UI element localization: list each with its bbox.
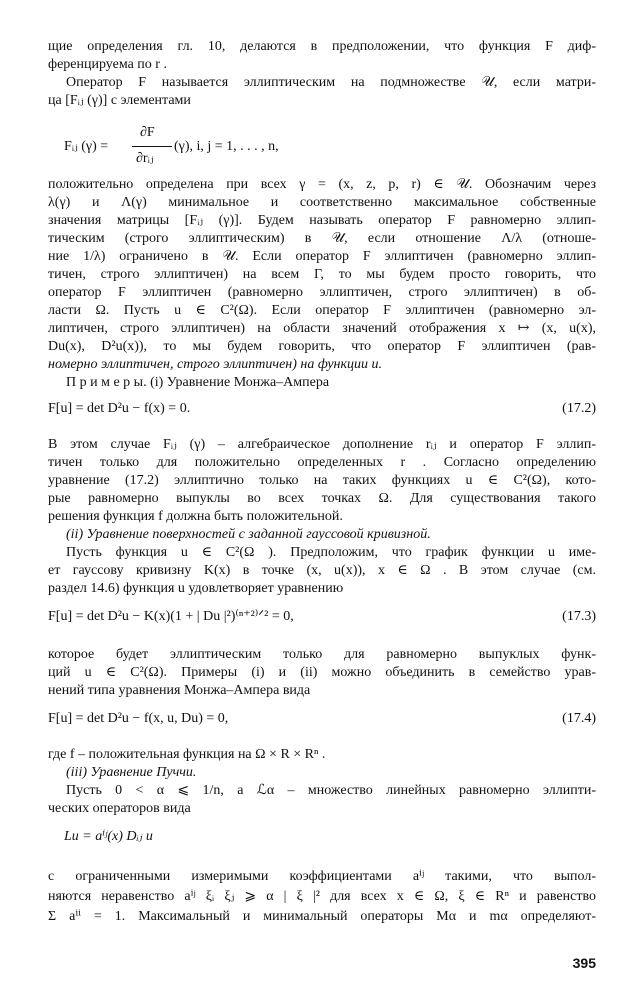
text-line: щие определения гл. 10, делаются в предположении, что функция F диф- (48, 39, 596, 54)
equation-17-2: F[u] = det D²u − f(x) = 0. (48, 401, 191, 416)
equation-number: (17.4) (562, 711, 596, 726)
equation-number: (17.3) (562, 609, 596, 624)
page-number: 395 (572, 955, 596, 971)
fraction-bar (132, 146, 172, 147)
text-line: оператор F эллиптичен (равномерно эллиптичен, строго эллиптичен) в об- (48, 285, 596, 300)
equation-17-4: F[u] = det D²u − f(x, u, Du) = 0, (48, 711, 229, 726)
examples-heading: П р и м е р ы. (i) Уравнение Монжа–Ампера (66, 375, 330, 390)
text-line: няются неравенство aⁱʲ ξᵢ ξⱼ ⩾ α | ξ |² для всех x ∈ Ω, ξ ∈ Rⁿ и равенство (48, 889, 596, 904)
text-line: тическим (строго эллиптическим) в 𝒰, если отношение Λ/λ (отноше- (48, 231, 596, 246)
text-line: где f – положительная функция на Ω × R × Rⁿ . (48, 747, 326, 762)
text-line: Σ aⁱⁱ = 1. Максимальный и минимальный операторы Mα и mα определяют- (48, 909, 596, 924)
text-line: тичен только для положительно определенных r . Согласно определению (48, 455, 596, 470)
section-heading: (ii) Уравнение поверхностей с заданной гауссовой кривизной. (66, 527, 431, 542)
text-line: ца [Fᵢⱼ (γ)] с элементами (48, 93, 191, 108)
text-line: ческих операторов вида (48, 801, 191, 816)
text-line: Пусть 0 < α ⩽ 1/n, а ℒα – множество линейных равномерно эллипти- (66, 783, 596, 798)
text-line: рые равномерно выпуклы во всех точках Ω. Для существования такого (48, 491, 596, 506)
text-line: номерно эллиптичен, строго эллиптичен) на функции u. (48, 357, 383, 372)
text-line: раздел 14.6) функция u удовлетворяет уравнению (48, 581, 344, 596)
text-line: с ограниченными измеримыми коэффициентами aⁱʲ такими, что выпол- (48, 869, 596, 884)
formula-numerator: ∂F (140, 125, 155, 140)
formula-denominator: ∂rᵢⱼ (136, 151, 154, 166)
formula-lhs: Fᵢⱼ (γ) = (64, 139, 109, 154)
text-line: Оператор F называется эллиптическим на подмножестве 𝒰, если матри- (66, 75, 596, 90)
text-line: В этом случае Fᵢⱼ (γ) – алгебраическое дополнение rᵢⱼ и оператор F эллип- (48, 437, 596, 452)
text-line: нений типа уравнения Монжа–Ампера вида (48, 683, 311, 698)
text-line: липтичен, строго эллиптичен) на области значений отображения x ↦ (x, u(x), (48, 321, 596, 336)
equation-17-3: F[u] = det D²u − K(x)(1 + | Du |²)⁽ⁿ⁺²⁾ᐟ² = 0, (48, 609, 294, 624)
text-line: Du(x), D²u(x)), то мы будем говорить, что оператор F эллиптичен (рав- (48, 339, 596, 354)
text-line: ние 1/λ) ограничено в 𝒰. Если оператор F эллиптичен (равномерно эллип- (48, 249, 596, 264)
section-heading: (iii) Уравнение Пуччи. (66, 765, 197, 780)
text-line: которое будет эллиптическим только для равномерно выпуклых функ- (48, 647, 596, 662)
formula-rhs: (γ), i, j = 1, . . . , n, (174, 139, 279, 154)
equation-lu: Lu = aⁱʲ(x) Dᵢⱼ u (64, 829, 153, 844)
text-line: положительно определена при всех γ = (x, z, p, r) ∈ 𝒰. Обозначим через (48, 177, 596, 192)
text-line: ет гауссову кривизну K(x) в точке (x, u(x)), x ∈ Ω . В этом случае (см. (48, 563, 596, 578)
text-line: ций u ∈ C²(Ω). Примеры (i) и (ii) можно объединить в семейство урав- (48, 665, 596, 680)
text-line: ласти Ω. Пусть u ∈ C²(Ω). Если оператор F эллиптичен (равномерно эл- (48, 303, 596, 318)
text-line: Пусть функция u ∈ C²(Ω ). Предположим, что график функции u име- (66, 545, 596, 560)
text-line: ференцируема по r . (48, 57, 167, 72)
equation-number: (17.2) (562, 401, 596, 416)
text-line: λ(γ) и Λ(γ) минимальное и соответственно максимальное собственные (48, 195, 596, 210)
text-line: значения матрицы [Fᵢⱼ (γ)]. Будем называть оператор F равномерно эллип- (48, 213, 596, 228)
text-line: уравнение (17.2) эллиптично только на таких функциях u ∈ C²(Ω), кото- (48, 473, 596, 488)
text-line: решения функция f должна быть положительной. (48, 509, 343, 524)
text-line: тичен, строго эллиптичен) на всем Γ, то мы будем просто говорить, что (48, 267, 596, 282)
